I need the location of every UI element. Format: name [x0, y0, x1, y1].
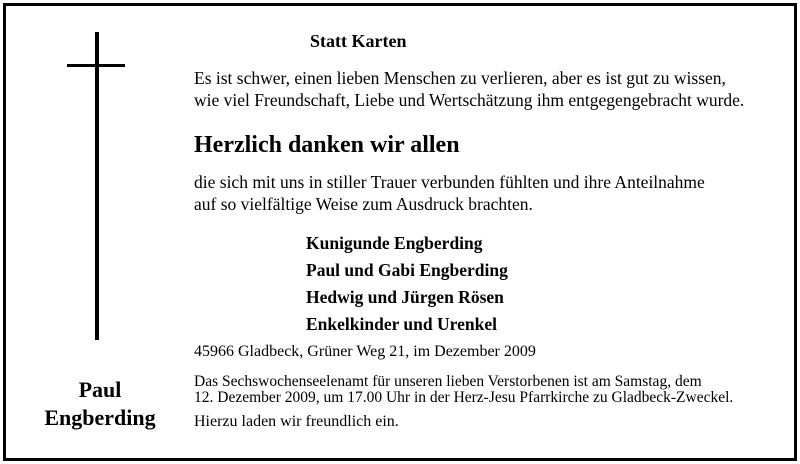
notice-line: Das Sechswochenseelenamt für unseren lieben Verstorbenen ist am Samstag, dem	[194, 373, 702, 390]
deceased-last-name: Engberding	[44, 405, 156, 430]
intro-paragraph	[194, 67, 744, 111]
family-signatures	[306, 230, 508, 338]
family-member: Kunigunde Engberding	[306, 233, 483, 253]
service-notice	[194, 374, 733, 406]
place-date: 45966 Gladbeck, Grüner Weg 21, im Dezember 2009	[194, 343, 536, 360]
thanks-line: die sich mit uns in stiller Trauer verbunden fühlten und ihre Anteilnahme	[194, 172, 705, 192]
cross-horizontal-bar	[67, 64, 125, 67]
thanks-line: auf so vielfältige Weise zum Ausdruck brachten.	[194, 194, 533, 214]
family-member: Enkelkinder und Urenkel	[306, 314, 497, 334]
thanks-heading: Herzlich danken wir allen	[194, 132, 460, 158]
family-member: Hedwig und Jürgen Rösen	[306, 287, 504, 307]
intro-line: Es ist schwer, einen lieben Menschen zu verlieren, aber es ist gut zu wissen,	[194, 68, 726, 88]
thanks-paragraph	[194, 171, 705, 215]
deceased-name	[20, 376, 180, 432]
intro-line: wie viel Freundschaft, Liebe und Wertschätzung ihm entgegengebracht wurde.	[194, 90, 745, 110]
notice-line: 12. Dezember 2009, um 17.00 Uhr in der Herz-Jesu Pfarrkirche zu Gladbeck-Zweckel.	[194, 389, 734, 406]
invitation-text: Hierzu laden wir freundlich ein.	[194, 413, 399, 430]
statt-karten-heading: Statt Karten	[310, 31, 407, 51]
cross-vertical-bar	[95, 32, 99, 340]
family-member: Paul und Gabi Engberding	[306, 260, 508, 280]
deceased-first-name: Paul	[78, 377, 122, 402]
